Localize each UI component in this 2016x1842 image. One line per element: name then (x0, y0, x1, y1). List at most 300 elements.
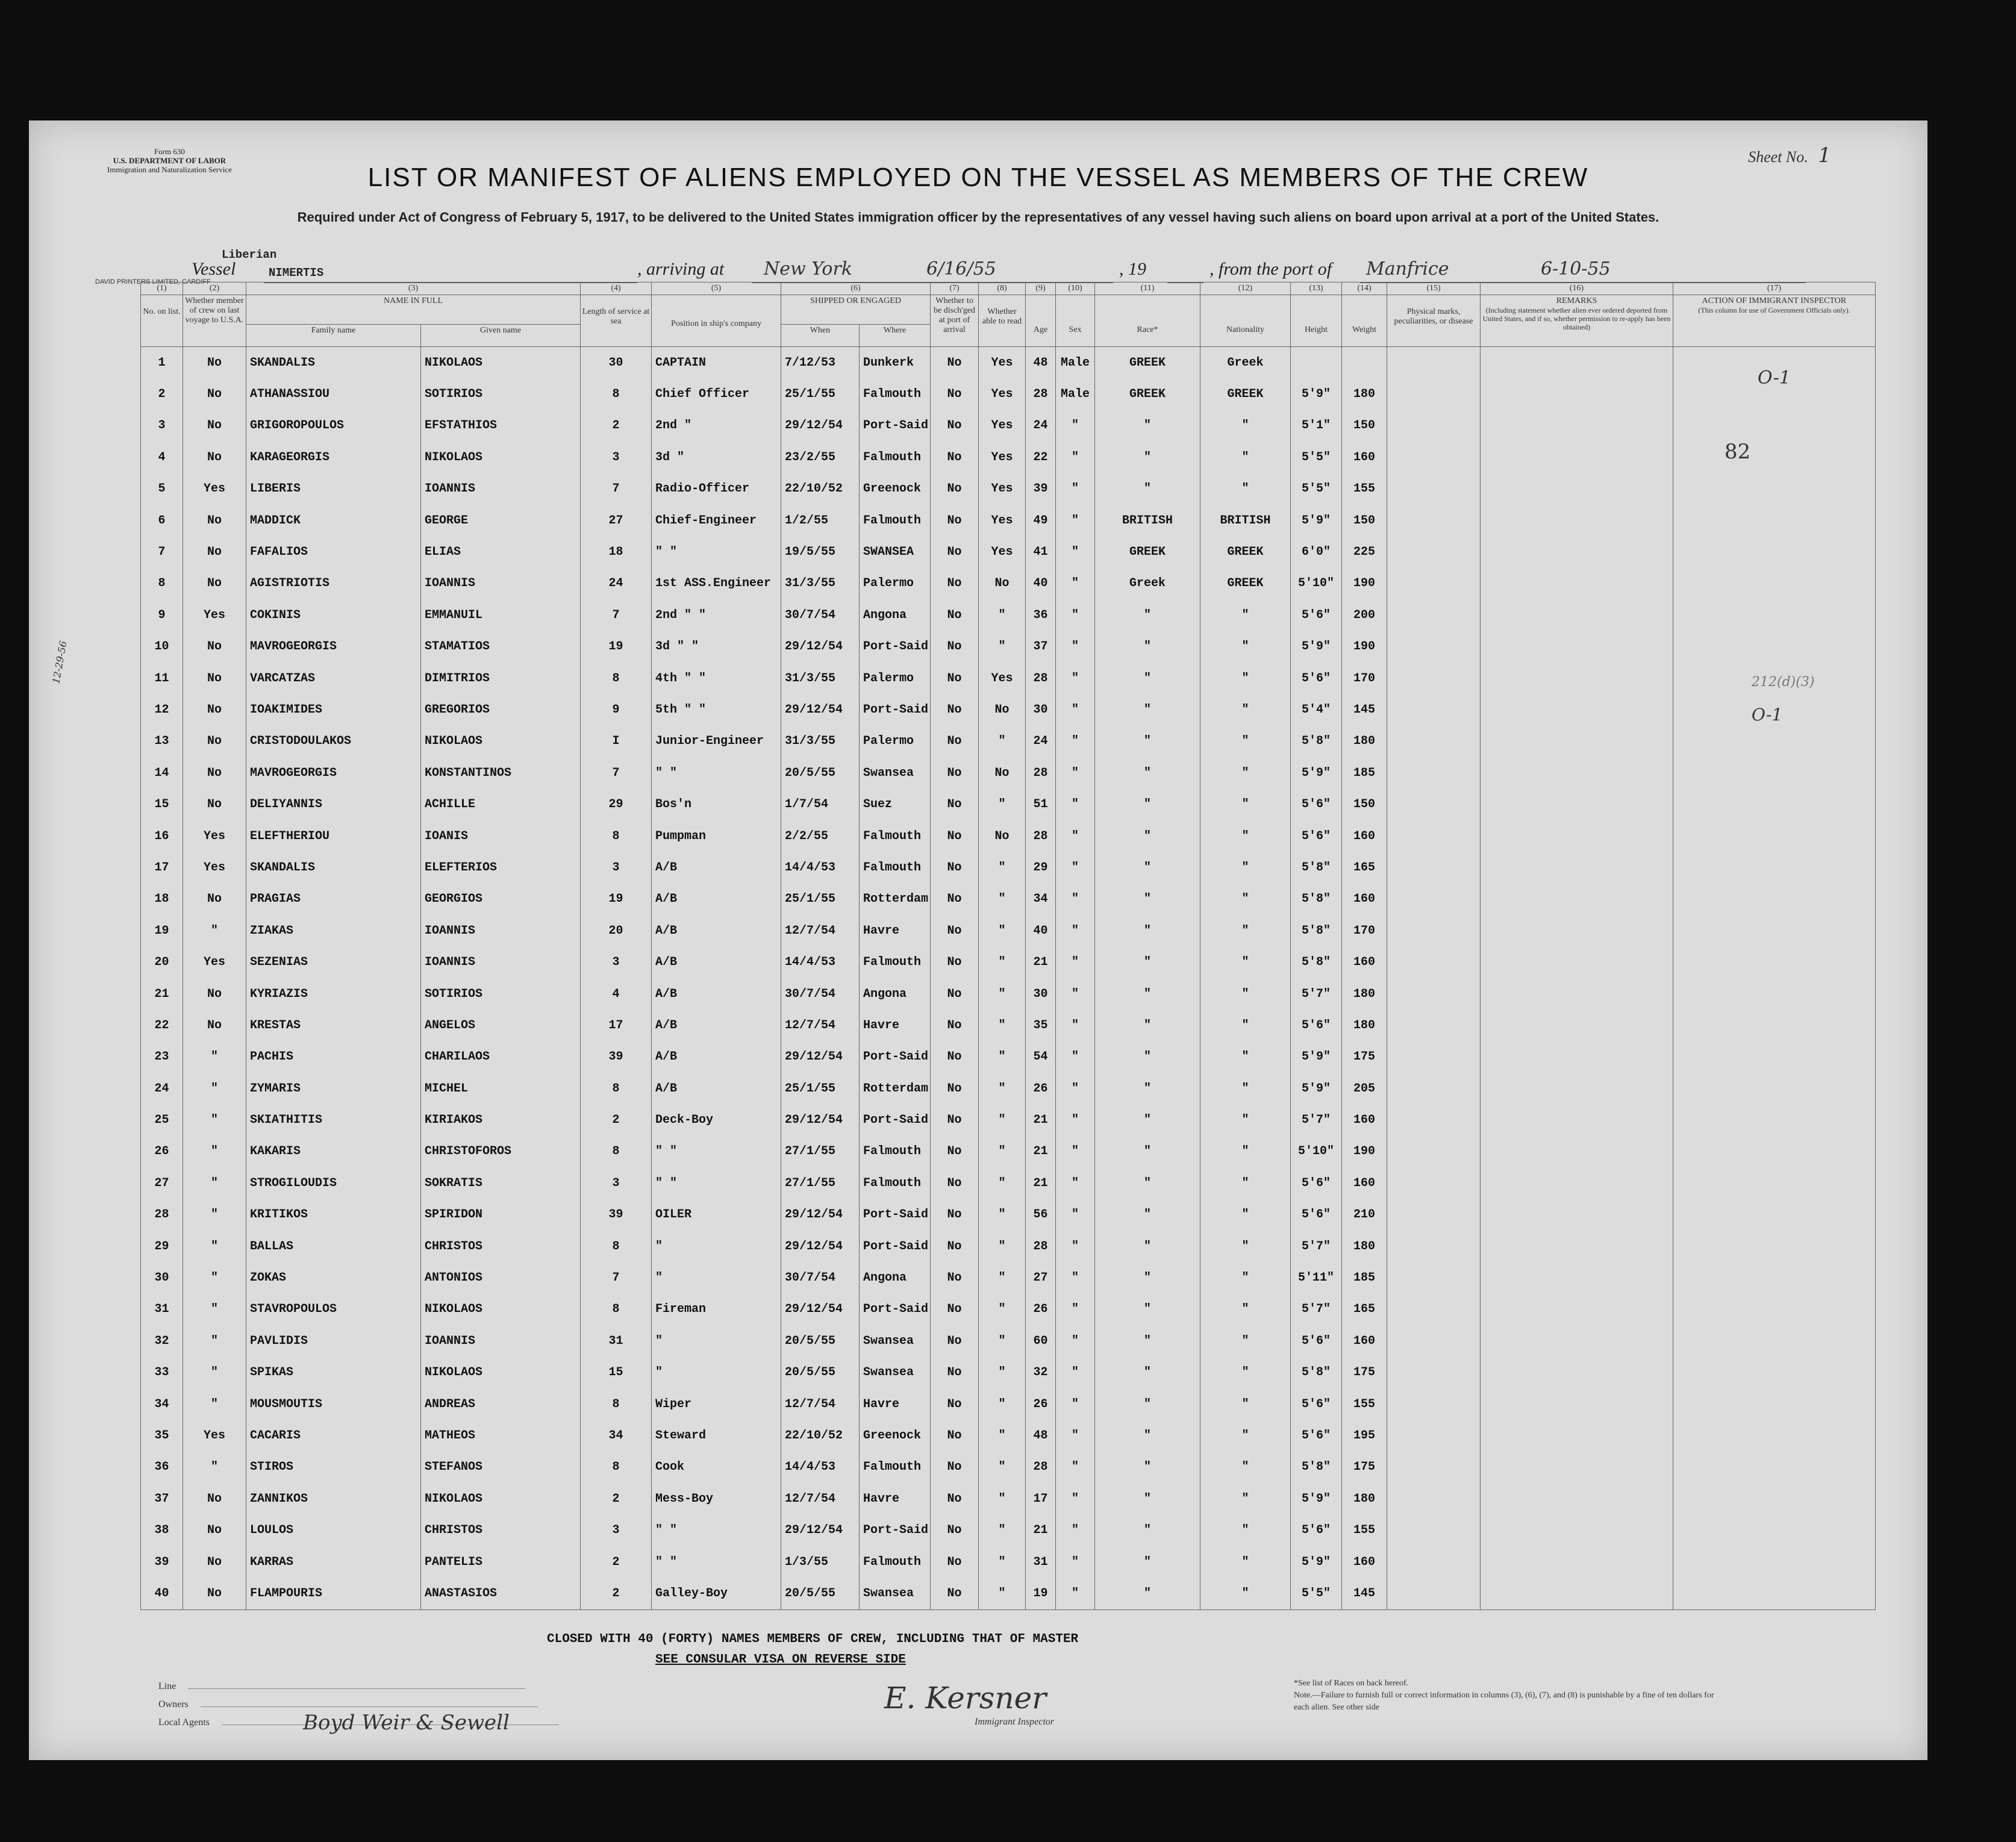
table-row (141, 1452, 1876, 1483)
cell-sex: " (1056, 1010, 1095, 1041)
cell-no: 35 (141, 1420, 183, 1451)
cell-empty (1673, 1104, 1876, 1135)
cell-weight: 170 (1342, 915, 1387, 946)
header-weight: Weight (1342, 295, 1387, 347)
cell-length: I (581, 726, 652, 757)
cell-family: STIROS (246, 1452, 421, 1483)
cell-member: " (183, 1262, 246, 1293)
cell-given: IOANNIS (421, 946, 581, 978)
cell-disch: No (931, 884, 979, 915)
cell-empty (1673, 1167, 1876, 1199)
cell-weight: 155 (1342, 1388, 1387, 1420)
cell-position: A/B (652, 884, 781, 915)
cell-family: ZANNIKOS (246, 1483, 421, 1514)
table-row (141, 1136, 1876, 1167)
cell-race: " (1095, 1420, 1200, 1451)
header-action (1673, 295, 1876, 347)
cell-position: Deck-Boy (652, 1104, 781, 1135)
cell-read: " (979, 1357, 1026, 1388)
cell-no: 16 (141, 820, 183, 852)
cell-where: Havre (860, 1010, 931, 1041)
cell-length: 7 (581, 1262, 652, 1293)
cell-where: Palermo (860, 663, 931, 694)
colnum: (2) (183, 283, 246, 295)
cell-length: 18 (581, 536, 652, 567)
table-row (141, 694, 1876, 725)
cell-empty (1387, 1483, 1481, 1514)
cell-length: 9 (581, 694, 652, 725)
cell-read: " (979, 726, 1026, 757)
vessel-label: Vessel (192, 259, 236, 279)
cell-when: 29/12/54 (781, 694, 860, 725)
cell-empty (1673, 1325, 1876, 1357)
cell-where: Dunkerk (860, 347, 931, 379)
cell-disch: No (931, 1136, 979, 1167)
table-row (141, 442, 1876, 473)
cell-sex: " (1056, 1294, 1095, 1325)
cell-read: Yes (979, 410, 1026, 442)
cell-member: No (183, 378, 246, 410)
cell-disch: No (931, 1010, 979, 1041)
cell-race: " (1095, 946, 1200, 978)
cell-disch: No (931, 1262, 979, 1293)
cell-read: Yes (979, 536, 1026, 567)
cell-given: DIMITRIOS (421, 663, 581, 694)
cell-member: " (183, 1073, 246, 1104)
cell-sex: " (1056, 1514, 1095, 1546)
cell-height: 5'10" (1291, 568, 1342, 599)
cell-no: 4 (141, 442, 183, 473)
cell-position: " " (652, 1546, 781, 1578)
cell-when: 12/7/54 (781, 1388, 860, 1420)
cell-no: 39 (141, 1546, 183, 1578)
cell-read: Yes (979, 473, 1026, 505)
cell-family: KYRIAZIS (246, 978, 421, 1010)
cell-height: 5'6" (1291, 1010, 1342, 1041)
cell-where: Havre (860, 1388, 931, 1420)
cell-read: Yes (979, 663, 1026, 694)
cell-family: SKANDALIS (246, 852, 421, 883)
cell-when: 19/5/55 (781, 536, 860, 567)
cell-race: " (1095, 788, 1200, 820)
cell-where: Suez (860, 788, 931, 820)
sheet-label: Sheet No. (1748, 148, 1808, 166)
cell-read: " (979, 599, 1026, 631)
cell-read: " (979, 631, 1026, 663)
header-row (141, 295, 1876, 325)
cell-race: " (1095, 852, 1200, 883)
cell-length: 19 (581, 631, 652, 663)
form-number: Form 630 (154, 147, 185, 156)
vessel-name: NIMERTIS (269, 266, 324, 279)
cell-empty (1673, 726, 1876, 757)
cell-height: 5'9" (1291, 631, 1342, 663)
cell-weight: 145 (1342, 1578, 1387, 1609)
cell-weight: 195 (1342, 1420, 1387, 1451)
cell-age: 26 (1026, 1294, 1056, 1325)
cell-no: 6 (141, 505, 183, 536)
table-row (141, 1010, 1876, 1041)
cell-nat: " (1200, 1294, 1291, 1325)
cell-member: No (183, 694, 246, 725)
cell-nat: " (1200, 1483, 1291, 1514)
cell-weight: 160 (1342, 1104, 1387, 1135)
cell-empty (1481, 1294, 1673, 1325)
cell-where: Port-Said (860, 631, 931, 663)
cell-race: " (1095, 1294, 1200, 1325)
cell-empty (1673, 884, 1876, 915)
cell-age: 29 (1026, 852, 1056, 883)
cell-height: 5'9" (1291, 1546, 1342, 1578)
cell-family: IOAKIMIDES (246, 694, 421, 725)
cell-disch: No (931, 599, 979, 631)
cell-disch: No (931, 1294, 979, 1325)
table-row (141, 757, 1876, 788)
cell-family: MOUSMOUTIS (246, 1388, 421, 1420)
cell-sex: " (1056, 442, 1095, 473)
from-label: , from the port of (1209, 259, 1332, 279)
cell-member: " (183, 1325, 246, 1357)
cell-given: EMMANUIL (421, 599, 581, 631)
cell-age: 32 (1026, 1357, 1056, 1388)
cell-nat: Greek (1200, 347, 1291, 379)
cell-family: AGISTRIOTIS (246, 568, 421, 599)
cell-empty (1387, 631, 1481, 663)
cell-empty (1481, 1452, 1673, 1483)
cell-position: 2nd " " (652, 599, 781, 631)
cell-family: LIBERIS (246, 473, 421, 505)
cell-length: 2 (581, 1546, 652, 1578)
cell-empty (1387, 788, 1481, 820)
action-title: ACTION OF IMMIGRANT INSPECTOR (1702, 296, 1847, 305)
cell-length: 7 (581, 599, 652, 631)
cell-disch: No (931, 1073, 979, 1104)
cell-family: KRESTAS (246, 1010, 421, 1041)
colnum: (1) (141, 283, 183, 295)
cell-given: CHRISTOS (421, 1231, 581, 1262)
remarks-note: (Including statement whether alien ever ordered deported from United States, and if so, whether permission to re-apply has been obtained) (1482, 306, 1671, 331)
cell-empty (1673, 442, 1876, 473)
cell-where: Angona (860, 1262, 931, 1293)
cell-length: 17 (581, 1010, 652, 1041)
cell-where: Greenock (860, 1420, 931, 1451)
cell-empty (1481, 1420, 1673, 1451)
cell-when: 22/10/52 (781, 473, 860, 505)
cell-disch: No (931, 820, 979, 852)
cell-empty (1387, 347, 1481, 379)
cell-nat: GREEK (1200, 536, 1291, 567)
cell-family: STROGILOUDIS (246, 1167, 421, 1199)
cell-member: " (183, 1231, 246, 1262)
table-row (141, 1231, 1876, 1262)
cell-sex: " (1056, 473, 1095, 505)
cell-weight: 160 (1342, 946, 1387, 978)
cell-empty (1387, 946, 1481, 978)
cell-sex: " (1056, 1136, 1095, 1167)
cell-sex: " (1056, 1262, 1095, 1293)
cell-sex: " (1056, 726, 1095, 757)
cell-race: " (1095, 1041, 1200, 1073)
cell-family: COKINIS (246, 599, 421, 631)
cell-no: 21 (141, 978, 183, 1010)
cell-weight: 160 (1342, 442, 1387, 473)
cell-member: No (183, 347, 246, 379)
cell-weight: 150 (1342, 505, 1387, 536)
table-row (141, 1167, 1876, 1199)
cell-member: No (183, 505, 246, 536)
footer-note (1294, 1678, 1715, 1714)
form-title: LIST OR MANIFEST OF ALIENS EMPLOYED ON THE VESSEL AS MEMBERS OF THE CREW (367, 163, 1589, 192)
cell-nat: " (1200, 884, 1291, 915)
cell-nat: GREEK (1200, 378, 1291, 410)
cell-weight: 190 (1342, 1136, 1387, 1167)
cell-no: 13 (141, 726, 183, 757)
cell-when: 1/2/55 (781, 505, 860, 536)
cell-given: GEORGIOS (421, 884, 581, 915)
cell-member: No (183, 788, 246, 820)
cell-empty (1387, 473, 1481, 505)
cell-nat: " (1200, 1578, 1291, 1609)
cell-when: 1/7/54 (781, 788, 860, 820)
cell-no: 37 (141, 1483, 183, 1514)
cell-empty (1673, 1420, 1876, 1451)
cell-family: KAKARIS (246, 1136, 421, 1167)
table-row (141, 473, 1876, 505)
cell-when: 22/10/52 (781, 1420, 860, 1451)
cell-family: ZIAKAS (246, 915, 421, 946)
cell-read: Yes (979, 347, 1026, 379)
cell-member: Yes (183, 473, 246, 505)
cell-position: 3d " (652, 442, 781, 473)
cell-family: SPIKAS (246, 1357, 421, 1388)
cell-empty (1481, 946, 1673, 978)
cell-disch: No (931, 1578, 979, 1609)
cell-race: " (1095, 915, 1200, 946)
cell-age: 54 (1026, 1041, 1056, 1073)
cell-disch: No (931, 410, 979, 442)
cell-member: " (183, 915, 246, 946)
cell-age: 56 (1026, 1199, 1056, 1231)
cell-where: Port-Said (860, 1294, 931, 1325)
cell-nat: " (1200, 1041, 1291, 1073)
cell-length: 8 (581, 1073, 652, 1104)
cell-height: 5'11" (1291, 1262, 1342, 1293)
cell-nat: " (1200, 915, 1291, 946)
cell-empty (1481, 347, 1673, 379)
cell-height: 5'10" (1291, 1136, 1342, 1167)
cell-age: 19 (1026, 1578, 1056, 1609)
cell-position: A/B (652, 946, 781, 978)
cell-given: IOANNIS (421, 568, 581, 599)
cell-length: 3 (581, 852, 652, 883)
cell-empty (1481, 1546, 1673, 1578)
cell-disch: No (931, 1483, 979, 1514)
cell-no: 5 (141, 473, 183, 505)
cell-empty (1387, 378, 1481, 410)
cell-when: 31/3/55 (781, 726, 860, 757)
header-where: Where (860, 325, 931, 347)
cell-read: " (979, 1325, 1026, 1357)
cell-where: Swansea (860, 757, 931, 788)
cell-given: ANDREAS (421, 1388, 581, 1420)
table-row (141, 599, 1876, 631)
cell-nat: " (1200, 663, 1291, 694)
cell-nat: GREEK (1200, 568, 1291, 599)
cell-age: 21 (1026, 946, 1056, 978)
cell-empty (1673, 1231, 1876, 1262)
cell-length: 4 (581, 978, 652, 1010)
cell-sex: " (1056, 1325, 1095, 1357)
cell-empty (1481, 1041, 1673, 1073)
cell-height: 5'8" (1291, 852, 1342, 883)
sheet-value: 1 (1818, 143, 1831, 167)
cell-length: 3 (581, 1167, 652, 1199)
cell-given: MICHEL (421, 1073, 581, 1104)
cell-height: 5'4" (1291, 694, 1342, 725)
cell-member: Yes (183, 946, 246, 978)
cell-disch: No (931, 442, 979, 473)
cell-height: 5'7" (1291, 1294, 1342, 1325)
cell-empty (1673, 1357, 1876, 1388)
cell-read: " (979, 1231, 1026, 1262)
cell-read: " (979, 1136, 1026, 1167)
cell-family: KRITIKOS (246, 1199, 421, 1231)
cell-no: 33 (141, 1357, 183, 1388)
cell-age: 21 (1026, 1136, 1056, 1167)
cell-race: " (1095, 442, 1200, 473)
header-length: Length of service at sea (581, 295, 652, 347)
cell-length: 27 (581, 505, 652, 536)
cell-weight: 180 (1342, 1483, 1387, 1514)
cell-no: 27 (141, 1167, 183, 1199)
header-given: Given name (421, 325, 581, 347)
agents-label: Local Agents (158, 1717, 210, 1728)
cell-age: 28 (1026, 820, 1056, 852)
cell-height: 5'8" (1291, 726, 1342, 757)
cell-race: " (1095, 1104, 1200, 1135)
cell-empty (1387, 1452, 1481, 1483)
cell-race: " (1095, 757, 1200, 788)
cell-height: 5'9" (1291, 1483, 1342, 1514)
header-marks: Physical marks, peculiarities, or disease (1387, 295, 1481, 347)
cell-sex: " (1056, 505, 1095, 536)
cell-where: Port-Said (860, 1104, 931, 1135)
cell-empty (1673, 1199, 1876, 1231)
cell-nat: " (1200, 1167, 1291, 1199)
cell-read: " (979, 1104, 1026, 1135)
cell-weight: 185 (1342, 1262, 1387, 1293)
cell-when: 20/5/55 (781, 757, 860, 788)
cell-given: NIKOLAOS (421, 1483, 581, 1514)
cell-sex: " (1056, 1357, 1095, 1388)
cell-empty (1481, 1199, 1673, 1231)
cell-disch: No (931, 1231, 979, 1262)
cell-read: " (979, 1010, 1026, 1041)
cell-when: 12/7/54 (781, 1483, 860, 1514)
cell-empty (1673, 1388, 1876, 1420)
cell-member: " (183, 1104, 246, 1135)
cell-sex: Male (1056, 347, 1095, 379)
cell-member: No (183, 978, 246, 1010)
cell-read: " (979, 1452, 1026, 1483)
cell-empty (1673, 757, 1876, 788)
cell-sex: " (1056, 1452, 1095, 1483)
header-member: Whether member of crew on last voyage to U.S.A. (183, 295, 246, 347)
cell-sex: " (1056, 978, 1095, 1010)
colnum: (9) (1026, 283, 1056, 295)
cell-weight: 185 (1342, 757, 1387, 788)
cell-nat: " (1200, 631, 1291, 663)
cell-given: SOTIRIOS (421, 378, 581, 410)
cell-family: SEZENIAS (246, 946, 421, 978)
cell-age: 49 (1026, 505, 1056, 536)
cell-age: 17 (1026, 1483, 1056, 1514)
cell-empty (1387, 820, 1481, 852)
cell-weight: 180 (1342, 378, 1387, 410)
cell-nat: " (1200, 442, 1291, 473)
cell-when: 14/4/53 (781, 1452, 860, 1483)
cell-given: KONSTANTINOS (421, 757, 581, 788)
table-row (141, 347, 1876, 379)
cell-weight: 190 (1342, 631, 1387, 663)
cell-where: Port-Said (860, 1041, 931, 1073)
closing-statement: CLOSED WITH 40 (FORTY) NAMES MEMBERS OF CREW, INCLUDING THAT OF MASTER (547, 1632, 1079, 1646)
cell-empty (1481, 410, 1673, 442)
cell-weight: 160 (1342, 1167, 1387, 1199)
cell-height: 5'8" (1291, 946, 1342, 978)
cell-empty (1481, 1325, 1673, 1357)
cell-age: 28 (1026, 378, 1056, 410)
cell-empty (1481, 820, 1673, 852)
cell-position: " (652, 1325, 781, 1357)
consular-visa-note: SEE CONSULAR VISA ON REVERSE SIDE (655, 1653, 906, 1667)
cell-disch: No (931, 473, 979, 505)
cell-given: CHARILAOS (421, 1041, 581, 1073)
cell-empty (1481, 1262, 1673, 1293)
cell-sex: " (1056, 536, 1095, 567)
cell-no: 9 (141, 599, 183, 631)
inspector-label: Immigrant Inspector (975, 1717, 1054, 1727)
cell-age: 35 (1026, 1010, 1056, 1041)
cell-position: OILER (652, 1199, 781, 1231)
cell-empty (1387, 1010, 1481, 1041)
cell-given: SOKRATIS (421, 1167, 581, 1199)
cell-position: A/B (652, 1073, 781, 1104)
cell-member: No (183, 757, 246, 788)
cell-sex: " (1056, 820, 1095, 852)
cell-height: 5'9" (1291, 505, 1342, 536)
cell-empty (1673, 1578, 1876, 1609)
cell-empty (1481, 663, 1673, 694)
cell-where: Rotterdam (860, 884, 931, 915)
cell-empty (1673, 946, 1876, 978)
cell-read: " (979, 1546, 1026, 1578)
cell-age: 24 (1026, 410, 1056, 442)
table-row (141, 1388, 1876, 1420)
cell-age: 21 (1026, 1104, 1056, 1135)
cell-position: Cook (652, 1452, 781, 1483)
cell-where: Falmouth (860, 378, 931, 410)
cell-read: " (979, 915, 1026, 946)
cell-family: FLAMPOURIS (246, 1578, 421, 1609)
cell-where: Swansea (860, 1357, 931, 1388)
cell-sex: " (1056, 631, 1095, 663)
cell-given: ELEFTERIOS (421, 852, 581, 883)
cell-disch: No (931, 1514, 979, 1546)
cell-disch: No (931, 663, 979, 694)
table-row (141, 536, 1876, 567)
cell-empty (1481, 884, 1673, 915)
